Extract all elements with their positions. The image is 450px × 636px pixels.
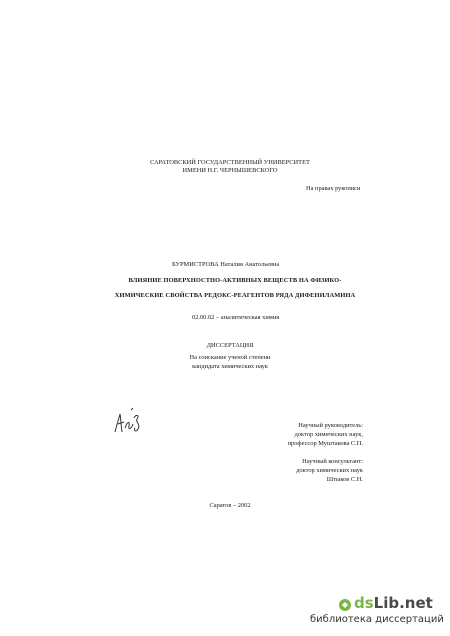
document-type: ДИССЕРТАЦИЯ: [206, 342, 254, 349]
consultant-name: Штыков С.Н.: [326, 476, 363, 483]
handwritten-signature: [111, 406, 147, 440]
author-name: БУРМИСТРОВА Наталия Анатольевна: [172, 261, 280, 268]
dslib-logo-icon: [338, 598, 352, 612]
manuscript-note: На правах рукописи: [306, 185, 361, 192]
consultant-label: Научный консультант:: [302, 458, 363, 465]
dslib-logo-right: Lib.net: [373, 594, 433, 612]
dslib-logo-text: [354, 594, 433, 612]
consultant-degree: доктор химических наук: [296, 467, 363, 474]
specialty-code: 02.00.02 – аналитическая химия: [192, 314, 280, 321]
place-and-year: Саратов – 2002: [209, 502, 251, 509]
supervisor-label: Научный руководитель:: [298, 422, 363, 429]
university-line-2: ИМЕНИ Н.Г. ЧЕРНЫШЕВСКОГО: [182, 167, 278, 174]
supervisor-degree: доктор химических наук,: [294, 431, 363, 438]
university-line-1: САРАТОВСКИЙ ГОСУДАРСТВЕННЫЙ УНИВЕРСИТЕТ: [150, 159, 310, 166]
thesis-title-line-2: ХИМИЧЕСКИЕ СВОЙСТВА РЕДОКС-РЕАГЕНТОВ РЯДА ДИФЕНИЛАМИНА: [114, 292, 356, 299]
degree-line-1: На соискание ученой степени: [189, 354, 271, 361]
dslib-subtitle: библиотека диссертаций: [310, 614, 444, 625]
supervisor-name: профессор Муштакова С.П.: [287, 440, 363, 447]
dslib-logo-left: ds: [354, 594, 374, 612]
thesis-title-line-1: ВЛИЯНИЕ ПОВЕРХНОСТНО-АКТИВНЫХ ВЕЩЕСТВ НА ФИЗИКО-: [128, 277, 342, 284]
degree-line-2: кандидата химических наук: [192, 363, 268, 370]
